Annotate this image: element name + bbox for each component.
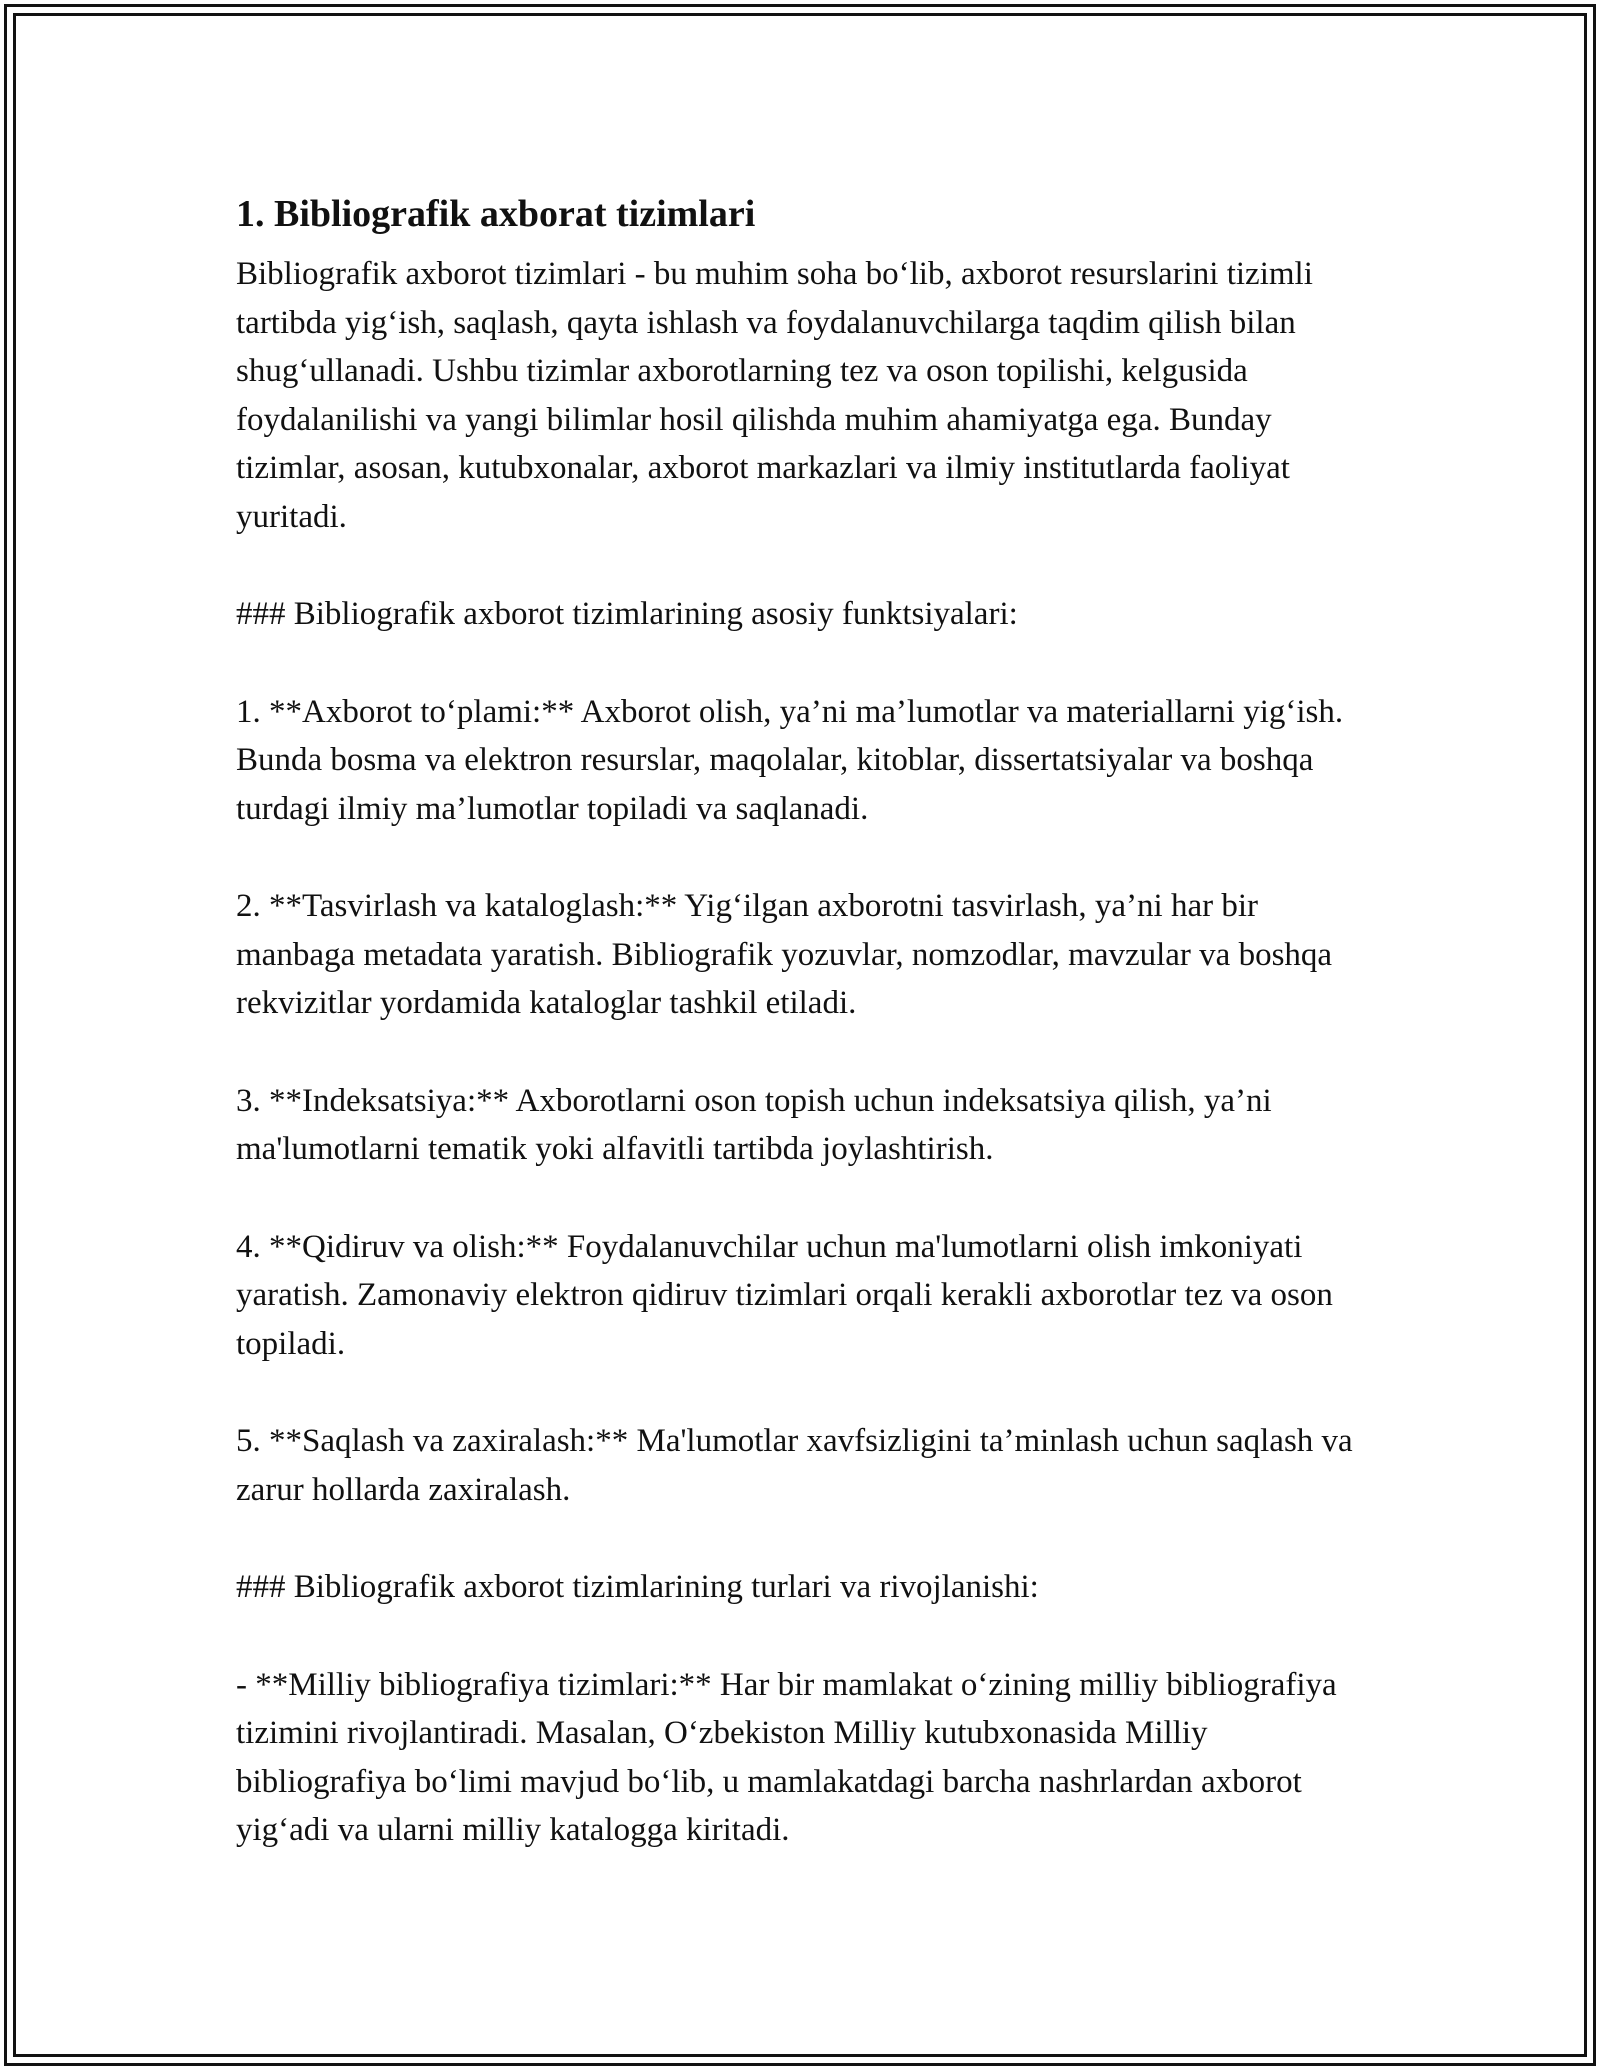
function-item-4: 4. **Qidiruv va olish:** Foydalanuvchilar uchun ma'lumotlarni olish imkoniyati yaratish. Zamonaviy elektron qidiruv tizimlari orqali kerakli axborotlar tez va oson topiladi. xyxy=(236,1228,1333,1362)
intro-paragraph: Bibliografik axborot tizimlari - bu muhim soha bo‘lib, axborot resurslarini tizimli tartibda yig‘ish, saqlash, qayta ishlash va foydalanuvchilarga taqdim qilish bilan shug‘ullanadi. Ushbu tizimlar axborotlarning tez va oson topilishi, kelgusida foydalanilishi va yangi bilimlar hosil qilishda muhim ahamiyatga ega. Bunday tizimlar, asosan, kutubxonalar, axborot markazlari va ilmiy institutlarda faoliyat yuritadi. xyxy=(236,256,1313,535)
function-item-2: 2. **Tasvirlash va kataloglash:** Yig‘ilgan axborotni tasvirlash, ya’ni har bir manbaga metadata yaratish. Bibliografik yozuvlar, nomzodlar, mavzular va boshqa rekvizitlar yordamida kataloglar tashkil etiladi. xyxy=(236,888,1333,1021)
document-body xyxy=(236,186,1366,1904)
functions-subheading: ### Bibliografik axborot tizimlarining asosiy funktsiyalari: xyxy=(236,596,1018,632)
types-item-national: - **Milliy bibliografiya tizimlari:** Har bir mamlakat o‘zining milliy bibliografiya tizimini rivojlantiradi. Masalan, O‘zbekiston Milliy kutubxonasida Milliy bibliografiya bo‘limi mavjud bo‘lib, u mamlakatdagi barcha nashrlardan axborot yig‘adi va ularni milliy katalogga kiritadi. xyxy=(236,1666,1337,1848)
document-heading: 1. Bibliografik axborat tizimlari xyxy=(236,193,756,235)
function-item-3: 3. **Indeksatsiya:** Axborotlarni oson topish uchun indeksatsiya qilish, ya’ni ma'lumotlarni tematik yoki alfavitli tartibda joylashtirish. xyxy=(236,1082,1272,1167)
function-item-1: 1. **Axborot to‘plami:** Axborot olish, ya’ni ma’lumotlar va materiallarni yig‘ish. Bunda bosma va elektron resurslar, maqolalar, kitoblar, dissertatsiyalar va boshqa turdagi ilmiy ma’lumotlar topiladi va saqlanadi. xyxy=(236,693,1344,827)
function-item-5: 5. **Saqlash va zaxiralash:** Ma'lumotlar xavfsizligini ta’minlash uchun saqlash va zarur hollarda zaxiralash. xyxy=(236,1423,1353,1508)
types-subheading: ### Bibliografik axborot tizimlarining turlari va rivojlanishi: xyxy=(236,1569,1039,1605)
